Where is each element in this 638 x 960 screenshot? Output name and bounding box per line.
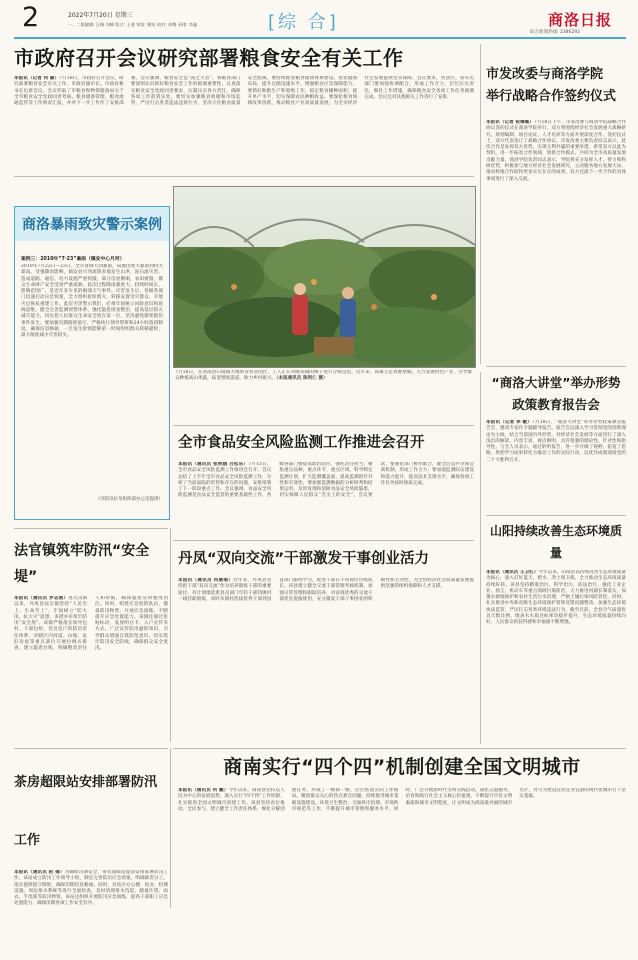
article-flood-dike <box>14 538 168 742</box>
feature-banner <box>15 207 169 241</box>
feature-box-rainstorm <box>14 206 170 520</box>
byline: 本报讯（通讯员 何康瑞） <box>178 578 233 583</box>
article-lecture <box>486 372 626 510</box>
byline: 本报讯（通讯员 何 鹏） <box>178 788 229 793</box>
section-title: [综 合] <box>268 12 339 33</box>
article-body: 本报讯（通讯员 张秋娥 吕松东）7月15日，全市食品安全风险监测工作推进会召开。会议总结了上半年全市食品安全风险监测工作，分析了当前面临的形势和存在的问题，安排部署了下一阶段重点工作。会议强调，食品安全风险监测是食品安全监管的重要基础性工作，各级各部门要提高政治站位，强化责任担当，聚焦重点品种、重点环节、重点区域，科学制定监测计划，扩大监测覆盖面，提高监测的针对性和有效性。要加强监测数据的分析研判和结果运用，及时发现和消除食品安全风险隐患，切实保障人民群众“舌尖上的安全”。会议要求，要强化部门协作配合，健全信息共享和会商机制，形成工作合力；要加强监测队伍建设和能力提升，提高技术支撑水平，确保各项工作任务按时保质完成。 <box>178 462 474 499</box>
photo-credit: （本报通讯员 陈利仁 摄） <box>276 376 328 382</box>
feature-headline: 商洛暴雨致灾警示案例 <box>22 217 162 233</box>
byline: 本报讯（记者 李 敏） <box>486 420 532 425</box>
headline: 茶房超限站安排部署防汛工作 <box>14 775 158 848</box>
header-divider <box>14 37 626 39</box>
masthead-logo: 商洛日报 <box>548 11 613 29</box>
article-body: 本报讯（通讯员 罗志刚）进入汛期以来，丹凤县法官镇坚持“人民至上、生命至上”，牢固树立“防大汛、抗大灾”思想，多措并举筑牢防汛“安全堤”。该镇严格落实领导包村、干部包组、党员包户的防汛责任体系，对辖区内河道、山坡、危旧房屋等重点部位开展拉网式排查，建立隐患台账，明确整改责任人和时限，确保隐患及时整改到位。同时，组建应急抢险队伍，储备防汛物资，开展应急演练，不断提升应急处置能力。该镇还通过张贴标语、发放明白卡、入户宣传等方式，广泛宣传防汛避险知识，引导群众增强自我防范意识，切实筑牢防汛安全防线，确保群众安全度汛。 <box>14 596 168 652</box>
feature-subtitle: 案例三：2010年“7·23”暴雨（镇安中心月河） <box>21 257 125 262</box>
column-rule <box>170 528 171 742</box>
headline: 市发改委与商洛学院 <box>486 67 604 82</box>
article-eco-environment <box>486 520 626 744</box>
section-rule <box>173 540 474 541</box>
byline: 本报讯（记者 祝琳璐） <box>486 120 534 125</box>
byline: 本报讯（通讯员 张秋娥 吕松东） <box>178 462 249 467</box>
article-cadre-exchange <box>178 546 474 742</box>
byline: 本报讯（通讯员 罗志刚） <box>14 596 69 601</box>
section-rule <box>486 515 626 516</box>
feature-source: （市防汛抗旱指挥部办公室提供） <box>95 497 163 502</box>
headline-second-line: 举行战略合作签约仪式 <box>486 89 617 104</box>
photo-caption: 7月18日，在洛南县石坡镇大地果业农业园区，工人正在对刚采摘的桃子进行分拣包装。近年来，该镇立足资源禀赋，大力发展特色产业，引导群众种植高山果蔬，拓宽增收渠道，助力乡村振兴。（本报通讯员 陈利仁 摄） <box>175 370 472 382</box>
news-photo-orchard <box>173 186 476 368</box>
feature-body: 2010年7月22日—23日，全市普降大到暴雨，局地出现大暴雨到特大暴雨。受强降雨影响，镇安县月河流域多地发生山洪、泥石流灾害，造成道路、通信、电力设施严重损毁，部分房屋倒塌，农田被毁，群众生命财产安全受到严重威胁。此次过程降雨强度大、持续时间长、影响范围广，是近年来少见的极端天气事件。灾害发生后，各级各部门迅速启动应急预案，全力组织抢险救灾，转移安置受灾群众，开展灾后恢复重建工作。此次灾害警示我们，必须牢固树立风险意识和底线思维，健全完善监测预警体系，强化隐患排查整治，提高基层防灾减灾能力，切实把人民群众生命安全放在第一位，坚决避免群死群伤事件发生。要加强汛期值班值守，严格执行领导带班和24小时值班制度，确保信息畅通，一旦发生险情能够第一时间组织群众转移避险，最大限度减少灾害损失。 <box>21 264 163 339</box>
article-body: 本报讯（通讯员 何康瑞）近年来，丹凤县坚持把干部“双向交流”作为培养锻炼干部的重要途径，有计划地选派县直部门年轻干部到镇村一线挂职锻炼，同时从镇村选拔优秀干部到县直部门跟班学习，促进干部在不同岗位历练成长。该县建立健全交流干部管理考核机制，加强日常管理和跟踪培养，对表现优秀的交流干部优先提拔使用，充分激发干部干事创业的积极性和主动性，为全县经济社会高质量发展提供坚强的组织保障和人才支撑。 <box>178 578 474 602</box>
section-rule <box>14 528 168 529</box>
header-date: 2022年7月20日 星期三 <box>68 12 133 19</box>
section-rule <box>486 366 626 367</box>
article-grain-security <box>14 44 474 173</box>
article-cooperation-signing <box>486 44 626 364</box>
section-rule <box>14 176 474 177</box>
headline: 丹凤“双向交流”干部激发干事创业活力 <box>178 551 430 567</box>
article-civilized-city <box>178 752 626 908</box>
article-body: 本报讯（通讯员 王卫红）今年以来，山阳县以持续改善生态环境质量为核心，深入打好蓝天、碧水、净土保卫战，全力推动生态环境质量持续好转。该县坚持精准治污、科学治污、依法治污，强化工业企业、扬尘、机动车等重点领域污染防治，大力推进河湖长制落实，加强水源地保护和农村生活污水治理，严格土壤污染风险管控。同时，扎实推进中央和省级生态环境保护督察反馈问题整改，加强生态环境执法监管，严厉打击各类环境违法行为。截至目前，全县空气质量优良天数比例、地表水水质达标率均稳步提升，生态环境质量持续向好，人民群众的获得感和幸福感不断增强。 <box>486 570 626 626</box>
headline: 市政府召开会议研究部署粮食安全有关工作 <box>14 46 404 70</box>
header-hotline: 综合新闻热线: 2386292 <box>530 30 580 35</box>
column-rule <box>480 44 481 364</box>
column-rule <box>480 372 481 744</box>
section-rule <box>173 425 474 426</box>
article-body: 本报讯（记者 李 敏）7月18日，“商洛大讲堂”举办形势政策教育报告会，邀请专家作专题辅导报告。报告会以深入学习贯彻党的创新理论为主线，结合当前国内外形势，对经济社会发展等方面进行了深入浅出的解读，内容丰富，观点鲜明，具有很强的理论性、针对性和指导性。与会人员表示，通过聆听报告，进一步开阔了视野、拓宽了思路，将把学习成果转化为推动工作的实际行动，以优异成绩迎接党的二十大胜利召开。 <box>486 420 626 463</box>
section-rule <box>14 748 168 749</box>
article-body: 本报讯（记者 祝琳璐）7月18日下午，市发改委与商洛学院战略合作协议签约仪式在商洛学院举行。双方将围绕经济社会发展重大战略研究、规划编制、项目论证、人才培养等方面开展深度合作。签约仪式上，双方代表签订了战略合作协议。市发改委主要负责同志表示，此次合作是发挥双方优势、实现互利共赢的重要举措，希望双方以此为契机，进一步拓宽合作领域，创新合作模式，共同为全市高质量发展贡献力量。商洛学院负责同志表示，学院将充分发挥人才、智力和科研优势，积极参与地方经济社会发展研究，主动服务地方发展大局，推动校地合作取得更多实实在在的成果。双方还就下一步合作的具体事项进行了深入交流。 <box>486 120 626 182</box>
article-food-safety <box>178 430 474 538</box>
column-rule <box>170 748 171 908</box>
byline: 本报讯（记者 何 颖） <box>14 76 60 81</box>
section-rule <box>173 748 626 749</box>
article-body: 本报讯（通讯员 赵 倩）为确保汛期安全，茶房超限站提前安排部署防汛工作。该站成立防汛工作领导小组，制定完善防汛应急预案，明确职责分工，落实值班值守制度，确保汛期信息畅通。同时，对站区办公楼、宿舍、检测设施、周边排水系统等进行全面检查，及时清理排水沟渠，储备沙袋、雨衣、手电筒等防汛物资。该站还组织开展防汛应急演练，提高干部职工应急处置能力，确保汛期各项工作安全有序。 <box>14 870 168 907</box>
headline: 全市食品安全风险监测工作推进会召开 <box>178 435 425 451</box>
header-editors: 一、二版编辑: 汪臻 刘峰 版式: 王斐 审读: 柳东 校对: 胡梅 录排: 李鑫 <box>68 22 198 27</box>
headline: 山阳持续改善生态环境质量 <box>489 524 622 560</box>
orchard-image <box>174 187 475 367</box>
page-header <box>0 0 638 40</box>
headline: 法官镇筑牢防汛“安全堤” <box>14 543 150 585</box>
page-number: 2 <box>22 2 40 33</box>
article-overload-station <box>14 754 168 908</box>
headline: “商洛大讲堂”举办形势政策教育报告会 <box>491 375 621 412</box>
article-body: 本报讯（记者 何 颖）7月18日，市政府召开会议，研究部署粮食安全有关工作。市政府副市长、市政府秘书长出席会议。会议听取了市粮食和物资储备局关于全市粮食安全党政同责考核、粮食储备管理、粮食流通监管等工作情况汇报，并对下一步工作作了安排部署。会议强调，粮食安全是“国之大者”，各级各部门要深刻认识抓好粮食安全工作的极端重要性，认真落实粮食安全党政同责要求，压紧压实各方责任，确保各项工作落到实处。要切实加强粮食收储和市场监管，严厉打击各类违法违规行为，坚决守住粮食质量安全底线。要持续推进粮食储备体系建设，优化储备布局，提升仓储设施水平，增强粮食应急保障能力。要抓好秋粮生产和收购工作，稳定粮食播种面积，提升单产水平，切实保障农民种粮收益。要深化粮食领域改革创新，推动粮食产业高质量发展，为全市经济社会发展提供坚实保障。会议要求，各县区、各有关部门要加强协调配合，形成工作合力，层层压实责任，细化工作措施，确保粮食安全各项工作任务圆满完成。会议还对其他相关工作进行了安排。 <box>14 76 474 107</box>
byline: 本报讯（通讯员 赵 倩） <box>14 870 65 875</box>
headline: 商南实行“四个四”机制创建全国文明城市 <box>223 756 581 778</box>
byline: 本报讯（通讯员 王卫红） <box>486 570 539 575</box>
article-body: 本报讯（通讯员 何 鹏）今年以来，商南县坚持以人民为中心的发展思想，深入实行“四个四”工作机制，扎实推进全国文明城市创建工作。该县坚持高位推动、全民参与，建立健全工作责任体系，细化分解创建任务，形成了一级抓一级、层层抓落实的工作格局。聚焦群众关心的热点难点问题，持续推进城市基础设施建设、环境卫生整治、交通秩序治理、市场秩序规范等工作，不断提升城市管理和服务水平。同时，广泛开展新时代文明实践活动，深化志愿服务，培育和践行社会主义核心价值观，不断提升市民文明素质和城市文明程度，让文明成为商南最亮丽的城市名片，努力为建设宜居宜业宜游的现代化城市打下坚实基础。 <box>178 788 626 812</box>
